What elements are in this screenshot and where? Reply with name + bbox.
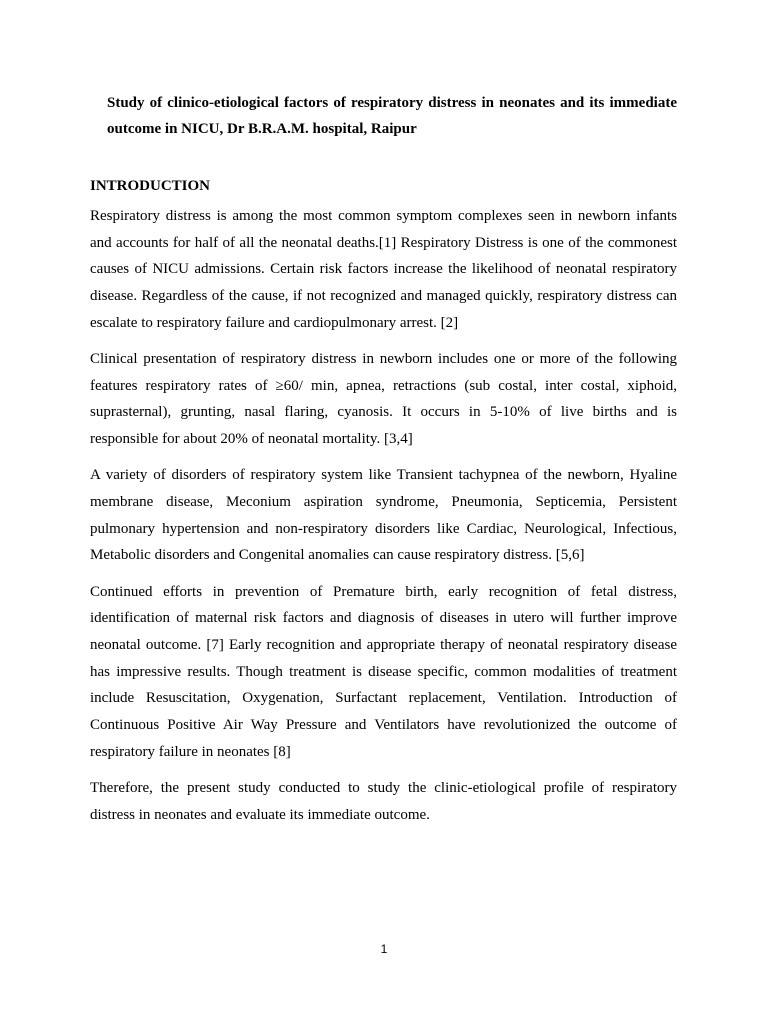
paragraph: Clinical presentation of respiratory distress in newborn includes one or more of the following features respiratory rates of ≥60/ min, apnea, retractions (sub costal, inter costal, xiphoid, suprasternal), grunting, nasal flaring, cyanosis. It occurs in 5-10% of live births and is responsible for about 20% of neonatal mortality. [3,4]: [90, 351, 677, 448]
paragraph: Continued efforts in prevention of Premature birth, early recognition of fetal distress, identification of maternal risk factors and diagnosis of diseases in utero will further improve neonatal outcome. [7] Early recognition and appropriate therapy of neonatal respiratory disease has impressive results. Though treatment is disease specific, common modalities of treatment include Resuscitation, Oxygenation, Surfactant replacement, Ventilation. Introduction of Continuous Positive Air Way Pressure and Ventilators have revolutionized the outcome of respiratory failure in neonates [8]: [90, 583, 677, 760]
document-body: [90, 203, 677, 838]
document-title: Study of clinico-etiological factors of respiratory distress in neonates and its immediate outcome in NICU, Dr B.R.A.M. hospital, Raipur: [107, 95, 677, 137]
paragraph: A variety of disorders of respiratory system like Transient tachypnea of the newborn, Hyaline membrane disease, Meconium aspiration syndrome, Pneumonia, Septicemia, Persistent pulmonary hypertension and non-respiratory disorders like Cardiac, Neurological, Infectious, Metabolic disorders and Congenital anomalies can cause respiratory distress. [5,6]: [90, 467, 677, 564]
paragraph: Respiratory distress is among the most common symptom complexes seen in newborn infants and accounts for half of all the neonatal deaths.[1] Respiratory Distress is one of the commonest causes of NICU admissions. Certain risk factors increase the likelihood of neonatal respiratory disease. Regardless of the cause, if not recognized and managed quickly, respiratory distress can escalate to respiratory failure and cardiopulmonary arrest. [2]: [90, 208, 677, 331]
paragraph: Therefore, the present study conducted to study the clinic-etiological profile of respiratory distress in neonates and evaluate its immediate outcome.: [90, 780, 677, 823]
page-number: 1: [380, 942, 388, 956]
section-heading: INTRODUCTION: [90, 178, 211, 194]
